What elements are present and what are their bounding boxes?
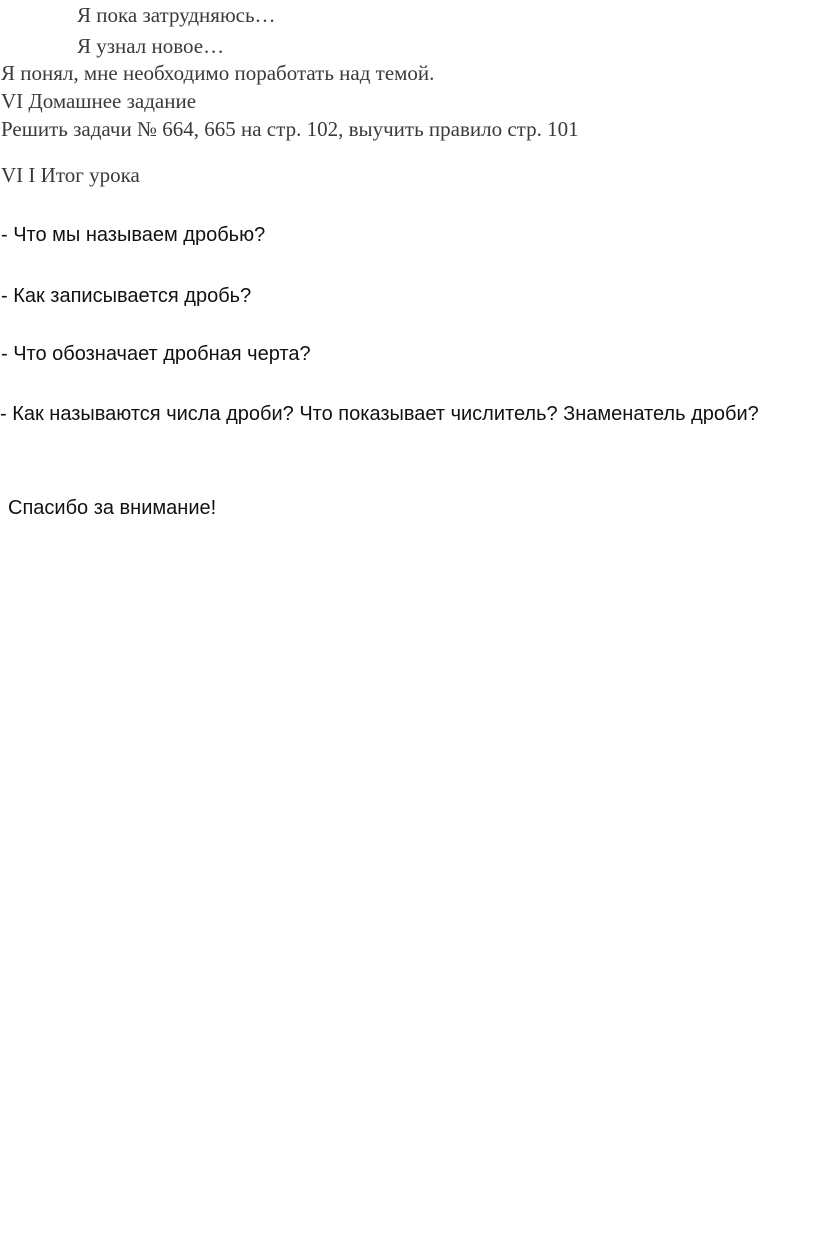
self-assessment-line-1: Я пока затрудняюсь…	[77, 3, 276, 27]
self-assessment-line-2: Я узнал новое…	[77, 34, 225, 58]
summary-question-2: - Как записывается дробь?	[1, 285, 252, 307]
self-assessment-line-3: Я понял, мне необходимо поработать над темой.	[1, 61, 435, 85]
homework-task: Решить задачи № 664, 665 на стр. 102, выучить правило стр. 101	[1, 117, 579, 141]
summary-question-3: - Что обозначает дробная черта?	[1, 343, 311, 365]
summary-question-1: - Что мы называем дробью?	[1, 224, 266, 246]
summary-question-4: - Как называются числа дроби? Что показывает числитель? Знаменатель дроби?	[0, 403, 759, 425]
summary-heading: VI I Итог урока	[1, 163, 140, 187]
homework-heading: VI Домашнее задание	[1, 89, 197, 113]
closing-text: Спасибо за внимание!	[8, 497, 217, 519]
